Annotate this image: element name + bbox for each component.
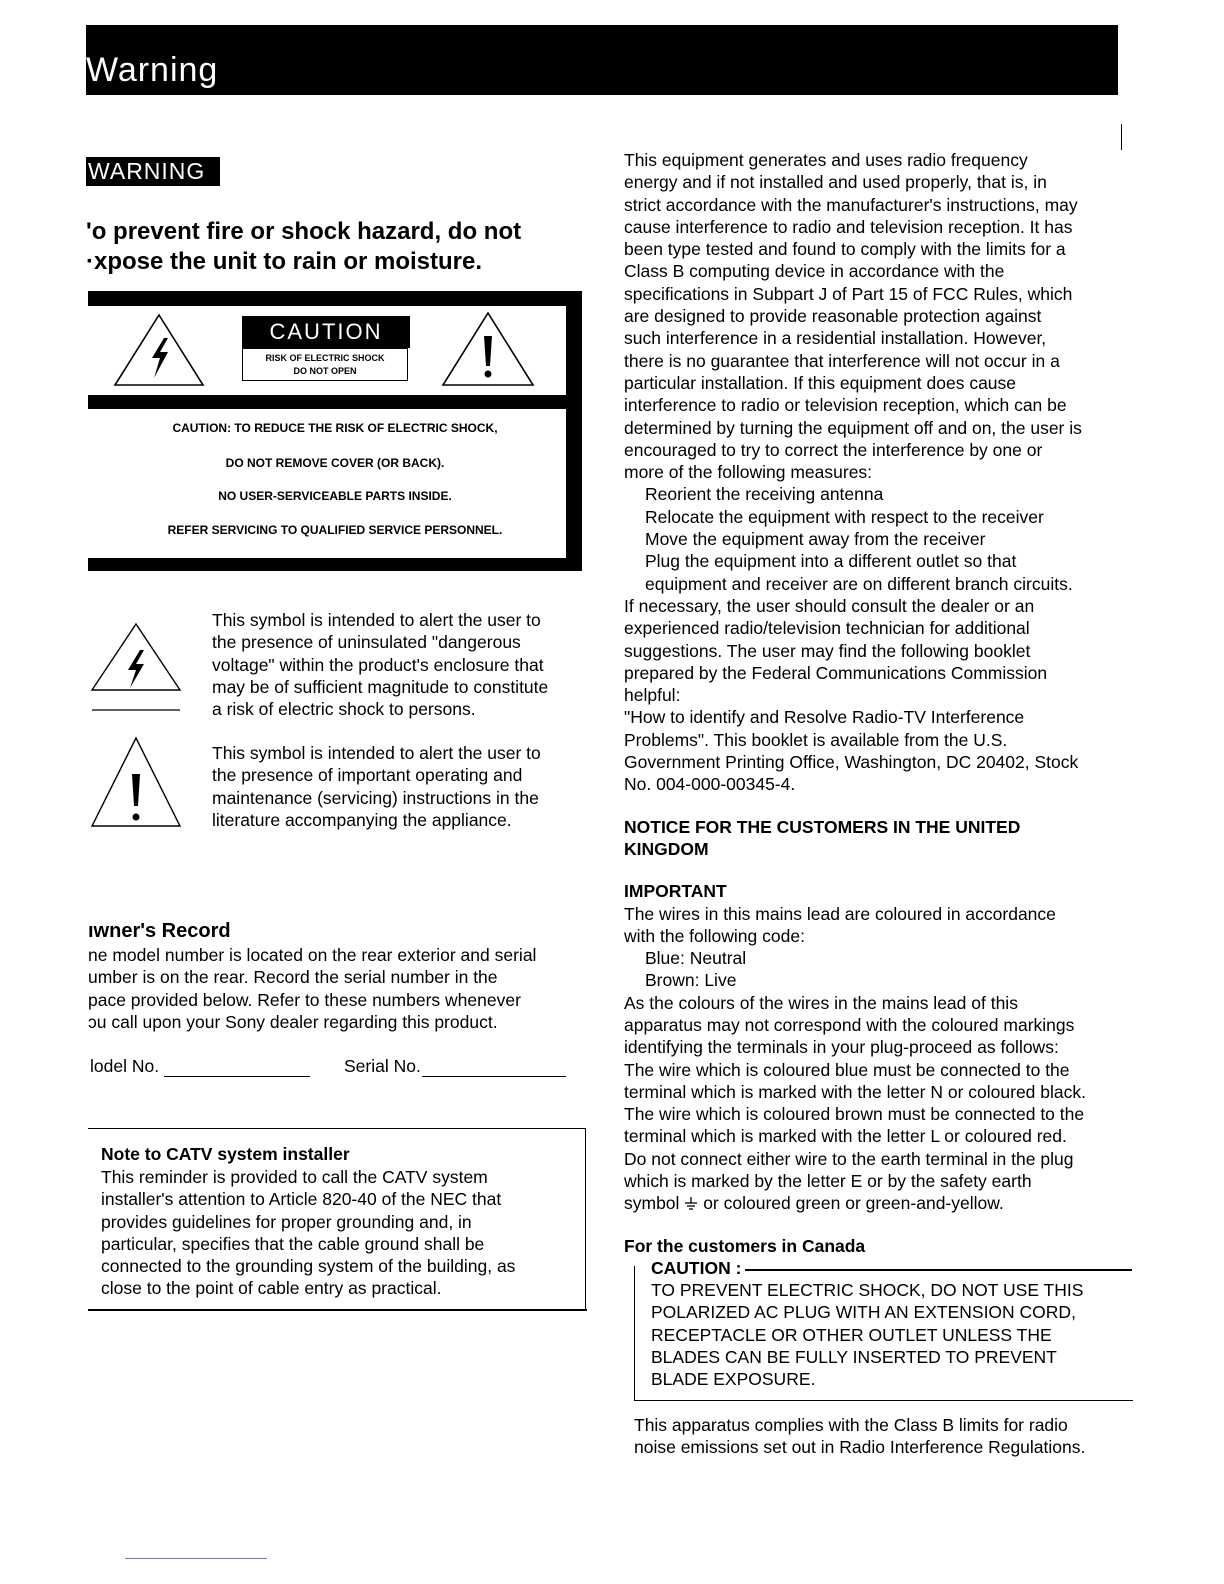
owners-record-title: ıwner's Record — [88, 920, 231, 942]
caution-box-top-bar — [88, 291, 582, 306]
voltage-symbol-description — [212, 609, 592, 720]
text-line: particular, specifies that the cable ground shall be — [101, 1233, 485, 1254]
model-no-field[interactable] — [164, 1076, 310, 1077]
text-line: strict accordance with the manufacturer's instructions, may — [624, 194, 1078, 215]
canada-title: For the customers in Canada — [624, 1235, 866, 1256]
text-line: encouraged to try to correct the interference by one or — [624, 439, 1043, 460]
text-line: Do not connect either wire to the earth terminal in the plug — [624, 1148, 1074, 1169]
text-line: the presence of uninsulated "dangerous — [212, 632, 521, 653]
caution-line: NO USER-SERVICEABLE PARTS INSIDE. — [218, 489, 452, 503]
wire-code: Brown: Live — [645, 970, 737, 991]
text-line: identifying the terminals in your plug-proceed as follows: — [624, 1037, 1059, 1058]
text-line: such interference in a residential installation. However, — [624, 328, 1047, 349]
caution-line: CAUTION: TO REDUCE THE RISK OF ELECTRIC SHOCK, — [172, 421, 498, 435]
text-line: there is no guarantee that interference will not occur in a — [624, 350, 1060, 371]
text-line: This equipment generates and uses radio frequency — [624, 150, 1028, 170]
divider — [88, 1309, 587, 1311]
caution-box-mid-bar — [88, 395, 582, 409]
serial-no-label: Serial No. — [344, 1056, 421, 1076]
text-line: ne model number is located on the rear exterior and serial — [88, 945, 537, 965]
hazard-line-2: ·xpose the unit to rain or moisture. — [86, 248, 483, 275]
hazard-warning — [86, 217, 566, 277]
text-line: noise emissions set out in Radio Interference Regulations. — [634, 1437, 1086, 1458]
measure-item: equipment and receiver are on different branch circuits. — [645, 573, 1073, 594]
text-line: a risk of electric shock to persons. — [212, 699, 476, 720]
text-line: No. 004-000-00345-4. — [624, 774, 796, 795]
important-heading: IMPORTANT — [624, 881, 727, 902]
symbol-label: symbol — [624, 1193, 680, 1214]
catv-note-title: Note to CATV system installer — [101, 1144, 350, 1164]
catv-note-text — [101, 1166, 581, 1300]
text-line: close to the point of cable entry as practical. — [101, 1278, 442, 1299]
text-line: specifications in Subpart J of Part 15 of FCC Rules, which — [624, 283, 1073, 304]
canada-caution-caption: CAUTION : — [651, 1258, 745, 1279]
exclamation-triangle-icon — [440, 310, 536, 388]
text-line: BLADE EXPOSURE. — [651, 1369, 816, 1390]
text-line: TO PREVENT ELECTRIC SHOCK, DO NOT USE THIS — [651, 1280, 1084, 1300]
owners-record-text — [88, 944, 588, 1033]
margin-mark — [1121, 124, 1122, 150]
header-bar — [86, 25, 1118, 95]
text-line: This apparatus complies with the Class B limits for radio — [634, 1415, 1068, 1435]
uk-notice-title: KINGDOM — [624, 838, 709, 859]
text-line: This symbol is intended to alert the user to — [212, 610, 541, 630]
uk-notice-title: NOTICE FOR THE CUSTOMERS IN THE UNITED — [624, 816, 1021, 837]
text-line: pace provided below. Refer to these numbers whenever — [88, 989, 521, 1010]
text-line: cause interference to radio and television reception. It has — [624, 216, 1073, 237]
caution-box-bottom-bar — [88, 558, 582, 571]
text-line: ɔu call upon your Sony dealer regarding this product. — [88, 1011, 498, 1032]
exclamation-symbol-description — [212, 742, 592, 831]
lightning-triangle-icon — [112, 312, 206, 388]
text-line: connected to the grounding system of the building, as — [101, 1256, 516, 1277]
footer-rule — [125, 1558, 267, 1559]
measure-item: Move the equipment away from the receiver — [645, 529, 986, 550]
text-line: The wire which is coloured blue must be connected to the — [624, 1059, 1070, 1080]
lightning-triangle-icon — [88, 620, 184, 712]
text-line: Government Printing Office, Washington, DC 20402, Stock — [624, 752, 1079, 773]
text-line: This reminder is provided to call the CATV system — [101, 1167, 488, 1187]
text-line: prepared by the Federal Communications Commission — [624, 662, 1048, 683]
text-line: suggestions. The user may find the following booklet — [624, 640, 1031, 661]
text-line: literature accompanying the appliance. — [212, 809, 512, 830]
exclamation-triangle-icon — [88, 734, 184, 832]
text-line: The wires in this mains lead are coloured in accordance — [624, 903, 1056, 924]
canada-caution-text — [651, 1279, 1121, 1390]
text-line: helpful: — [624, 685, 681, 706]
text-line: voltage" within the product's enclosure that — [212, 654, 544, 675]
text-line: POLARIZED AC PLUG WITH AN EXTENSION CORD, — [651, 1302, 1076, 1323]
text-line: the presence of important operating and — [212, 765, 523, 786]
radio-compliance-text — [634, 1414, 1134, 1459]
text-line: provides guidelines for proper grounding and, in — [101, 1211, 472, 1232]
page-title: Warning — [86, 51, 219, 89]
text-line: may be of sufficient magnitude to constitute — [212, 676, 549, 697]
fcc-notice — [624, 149, 1134, 1257]
wire-code: Blue: Neutral — [645, 948, 747, 969]
text-line: apparatus may not correspond with the coloured markings — [624, 1014, 1075, 1035]
text-line: The wire which is coloured brown must be connected to the — [624, 1104, 1085, 1125]
text-line: Problems". This booklet is available from the U.S. — [624, 729, 1008, 750]
model-no-label: lodel No. — [90, 1056, 160, 1076]
caution-sub-line: RISK OF ELECTRIC SHOCK — [265, 353, 385, 363]
text-line: which is marked by the letter E or by the safety earth — [624, 1171, 1032, 1192]
text-line: Class B computing device in accordance with the — [624, 261, 1005, 282]
serial-no-field[interactable] — [422, 1076, 566, 1077]
text-line: If necessary, the user should consult the dealer or an — [624, 595, 1035, 616]
text-line: This symbol is intended to alert the user to — [212, 743, 541, 763]
model-serial-row — [88, 1055, 588, 1085]
measure-item: Plug the equipment into a different outlet so that — [645, 551, 1017, 572]
text-line: umber is on the rear. Record the serial number in the — [88, 967, 498, 988]
text-line: RECEPTACLE OR OTHER OUTLET UNLESS THE — [651, 1324, 1052, 1345]
warning-label: WARNING — [86, 157, 220, 186]
text-line: BLADES CAN BE FULLY INSERTED TO PREVENT — [651, 1346, 1057, 1367]
caution-title: CAUTION — [242, 316, 410, 348]
text-line: are designed to provide reasonable protection against — [624, 306, 1042, 327]
text-line: energy and if not installed and used properly, that is, in — [624, 172, 1047, 193]
caution-sub-line: DO NOT OPEN — [293, 366, 357, 376]
text-line: As the colours of the wires in the mains lead of this — [624, 992, 1018, 1013]
caution-line: REFER SERVICING TO QUALIFIED SERVICE PERSONNEL. — [167, 523, 503, 537]
earth-ground-icon — [684, 1197, 698, 1211]
measure-item: Reorient the receiving antenna — [645, 484, 884, 505]
hazard-line-1: 'o prevent fire or shock hazard, do not — [86, 218, 522, 245]
canada-top-rule — [728, 1269, 1132, 1271]
measure-item: Relocate the equipment with respect to the receiver — [645, 506, 1044, 527]
text-line: installer's attention to Article 820-40 of the NEC that — [101, 1189, 502, 1210]
text-line: more of the following measures: — [624, 462, 873, 483]
text-line: particular installation. If this equipment does cause — [624, 372, 1017, 393]
text-line: with the following code: — [624, 925, 805, 946]
text-line: maintenance (servicing) instructions in the — [212, 787, 539, 808]
caution-line: DO NOT REMOVE COVER (OR BACK). — [225, 456, 445, 470]
text-line: been type tested and found to comply with the limits for a — [624, 239, 1066, 260]
text-line: "How to identify and Resolve Radio-TV Interference — [624, 707, 1025, 728]
text-line: determined by turning the equipment off and on, the user is — [624, 417, 1082, 438]
caution-subtitle — [242, 348, 408, 381]
text-line: interference to radio or television reception, which can be — [624, 395, 1067, 416]
text-line: terminal which is marked with the letter L or coloured red. — [624, 1126, 1067, 1147]
text-line: terminal which is marked with the letter N or coloured black. — [624, 1081, 1086, 1102]
symbol-text: or coloured green or green-and-yellow. — [703, 1193, 1004, 1214]
text-line: experienced radio/television technician for additional — [624, 618, 1030, 639]
text-line — [624, 1192, 1134, 1214]
